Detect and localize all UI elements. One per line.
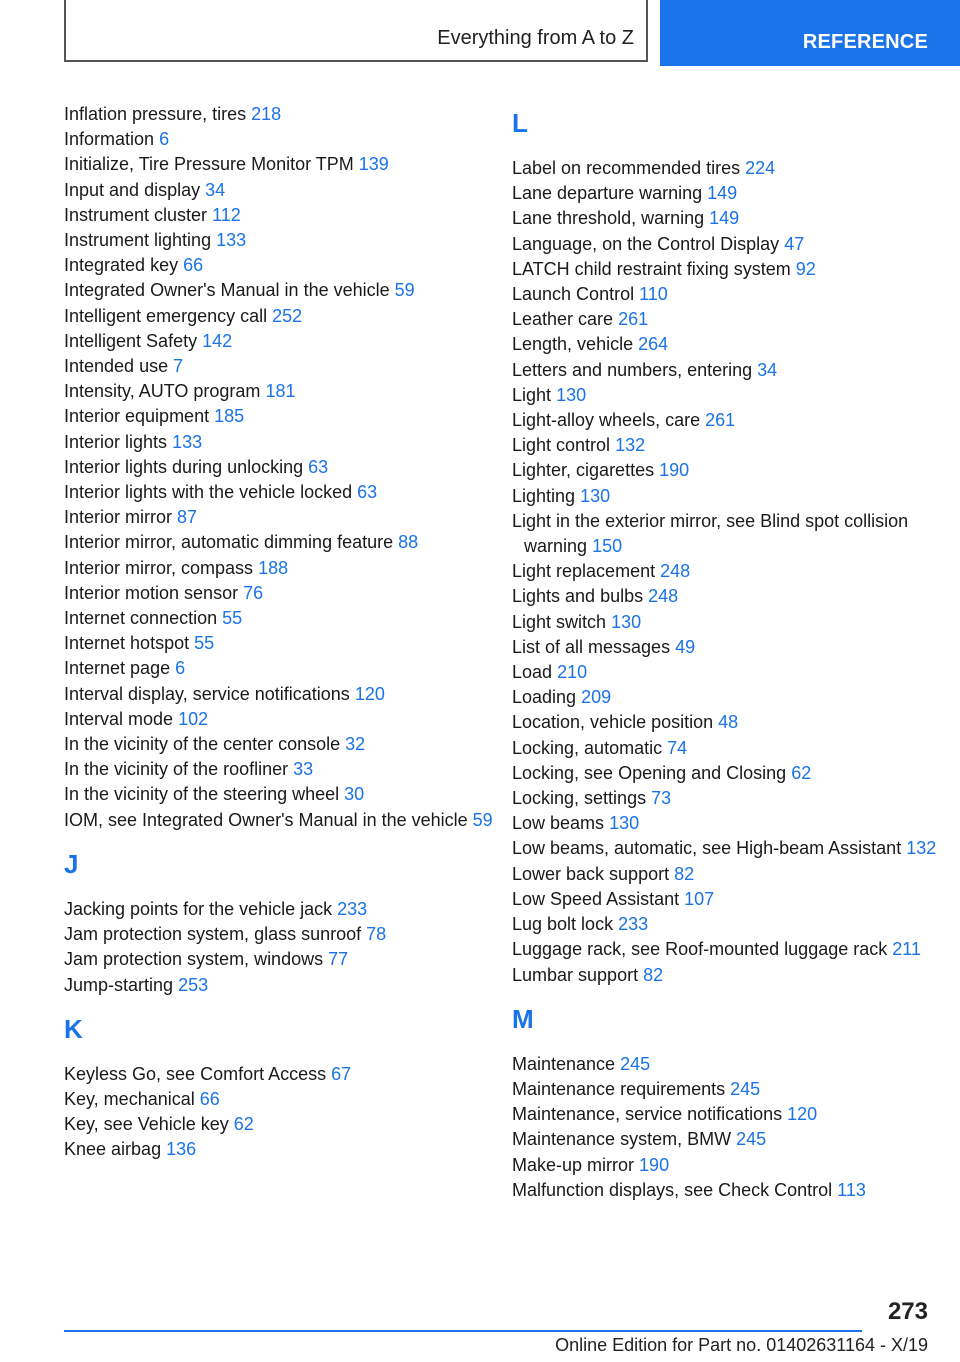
index-page-link[interactable]: 132 xyxy=(615,435,646,456)
index-entry-text: In the vicinity of the steering wheel xyxy=(64,784,340,805)
index-entry-text: Lighting xyxy=(512,485,576,506)
index-page-link[interactable]: 224 xyxy=(745,158,776,178)
index-entry xyxy=(512,181,942,206)
index-entry-text: Light in the exterior mirror, see Blind spot collision warning xyxy=(512,510,909,557)
index-entry-text: LATCH child restraint fixing system xyxy=(512,258,791,279)
index-page-link[interactable]: 210 xyxy=(557,662,588,683)
page-number: 273 xyxy=(887,1298,928,1325)
index-page-link[interactable]: 47 xyxy=(784,233,805,254)
index-entry xyxy=(512,509,942,559)
index-entry-text: In the vicinity of the center console xyxy=(64,734,341,755)
index-entry-text: Internet hotspot xyxy=(64,633,190,654)
index-page-link[interactable]: 149 xyxy=(709,208,740,229)
index-entry-text: Maintenance xyxy=(512,1053,616,1074)
index-entry-text: Launch Control xyxy=(512,284,635,305)
index-entry xyxy=(64,530,494,555)
index-entry-text: In the vicinity of the roofliner xyxy=(64,759,289,780)
index-entry-text: Loading xyxy=(512,687,577,708)
index-page-link[interactable]: 120 xyxy=(787,1104,818,1125)
index-entry-text: Initialize, Tire Pressure Monitor TPM xyxy=(64,154,354,175)
index-entry xyxy=(64,1062,494,1087)
index-entry xyxy=(512,559,942,584)
index-entry xyxy=(64,228,494,253)
index-page-link[interactable]: 55 xyxy=(194,633,215,654)
index-entry-text: Jam protection system, glass sunroof xyxy=(64,924,362,945)
index-page-link[interactable]: 107 xyxy=(684,888,715,909)
index-entry-text: Light xyxy=(512,384,552,405)
index-page-link[interactable]: 63 xyxy=(357,482,378,503)
index-page-link[interactable]: 33 xyxy=(293,759,314,780)
index-entry-text: Luggage rack, see Roof-mounted luggage rack xyxy=(512,939,888,960)
index-page-link[interactable]: 76 xyxy=(243,582,264,603)
index-page-link[interactable]: 66 xyxy=(199,1088,220,1109)
index-entry-text: Key, see Vehicle key xyxy=(64,1114,229,1135)
index-entry-text: Maintenance requirements xyxy=(512,1078,726,1099)
index-page-link[interactable]: 150 xyxy=(592,536,623,557)
index-page-link[interactable]: 133 xyxy=(172,431,203,452)
index-entry xyxy=(512,1052,942,1077)
index-entry-text: Jam protection system, windows xyxy=(64,949,324,970)
index-page-link[interactable]: 49 xyxy=(675,636,696,657)
index-entry-text: Inflation pressure, tires xyxy=(64,104,247,124)
index-page-link[interactable]: 142 xyxy=(202,330,233,351)
index-entry-text: Lane departure warning xyxy=(512,183,703,204)
index-entry-text: Interior mirror, compass xyxy=(64,557,254,578)
index-entry-text: Lane threshold, warning xyxy=(512,208,705,229)
index-entry xyxy=(64,304,494,329)
index-entry-text: Malfunction displays, see Check Control xyxy=(512,1179,833,1200)
index-page-link[interactable]: 130 xyxy=(556,384,587,405)
reference-tab xyxy=(660,0,960,66)
index-entry-text: Keyless Go, see Comfort Access xyxy=(64,1063,327,1084)
index-entry-text: Maintenance system, BMW xyxy=(512,1129,732,1150)
index-page-link[interactable]: 130 xyxy=(609,813,640,834)
index-page-link[interactable]: 248 xyxy=(648,586,679,607)
index-entry-text: Input and display xyxy=(64,179,201,200)
index-page-link[interactable]: 62 xyxy=(791,762,812,783)
index-page-link[interactable]: 211 xyxy=(892,939,921,960)
index-entry xyxy=(64,455,494,480)
index-entry xyxy=(512,383,942,408)
index-entry-text: Interior lights during unlocking xyxy=(64,456,304,477)
index-entry-text: Interior motion sensor xyxy=(64,582,239,603)
index-entry xyxy=(512,887,942,912)
index-page-link[interactable]: 130 xyxy=(611,611,642,632)
index-letter-heading: M xyxy=(512,1003,534,1034)
index-entry xyxy=(512,912,942,937)
index-entry-text: Light-alloy wheels, care xyxy=(512,410,701,431)
index-entry xyxy=(64,278,494,303)
index-entry xyxy=(64,379,494,404)
index-entry xyxy=(512,257,942,282)
index-entry xyxy=(512,332,942,357)
index-page-link[interactable]: 190 xyxy=(659,460,690,481)
index-page-link[interactable]: 77 xyxy=(328,949,349,970)
index-page-link[interactable]: 149 xyxy=(707,183,738,204)
index-page-link[interactable]: 209 xyxy=(581,687,612,708)
index-entry xyxy=(512,458,942,483)
index-entry xyxy=(64,897,494,922)
index-entry xyxy=(64,682,494,707)
index-entry xyxy=(64,782,494,807)
index-entry xyxy=(512,610,942,635)
index-page-link[interactable]: 218 xyxy=(251,104,282,124)
index-entry xyxy=(64,102,494,127)
index-page-link[interactable]: 252 xyxy=(272,305,303,326)
index-entry xyxy=(512,408,942,433)
index-entry-text: Instrument cluster xyxy=(64,204,208,225)
index-entry-text: Light switch xyxy=(512,611,607,632)
index-entry-text: Letters and numbers, entering xyxy=(512,359,753,380)
index-page-link[interactable]: 66 xyxy=(183,255,204,276)
index-page-link[interactable]: 92 xyxy=(795,258,816,279)
index-entry xyxy=(64,178,494,203)
index-page-link[interactable]: 88 xyxy=(398,532,419,553)
index-page-link[interactable]: 264 xyxy=(638,334,669,355)
index-page-link[interactable]: 185 xyxy=(214,406,245,427)
index-entry-text: Internet connection xyxy=(64,608,218,629)
index-entry xyxy=(512,836,942,861)
index-entry-text: Intended use xyxy=(64,356,169,377)
index-entry xyxy=(512,710,942,735)
index-entry-text: List of all messages xyxy=(512,636,671,657)
index-page-link[interactable]: 82 xyxy=(674,863,695,884)
index-page-link[interactable]: 6 xyxy=(175,658,186,679)
index-entry-text: Knee airbag xyxy=(64,1139,162,1160)
index-page-link[interactable]: 136 xyxy=(166,1139,197,1160)
index-page-link[interactable]: 63 xyxy=(308,456,329,477)
index-entry-text: Intensity, AUTO program xyxy=(64,381,261,402)
index-entry-text: Low Speed Assistant xyxy=(512,888,680,909)
index-entry xyxy=(512,433,942,458)
index-letter-heading: K xyxy=(64,1013,83,1044)
index-entry-text: Key, mechanical xyxy=(64,1088,195,1109)
index-page-link[interactable]: 188 xyxy=(258,557,289,578)
index-entry-text: Light replacement xyxy=(512,561,656,582)
index-page-link[interactable]: 34 xyxy=(205,179,226,200)
index-entry xyxy=(512,635,942,660)
index-entry xyxy=(512,1077,942,1102)
index-entry-text: Light control xyxy=(512,435,611,456)
index-entry xyxy=(64,757,494,782)
index-page-link[interactable]: 87 xyxy=(177,507,198,528)
index-entry xyxy=(512,660,942,685)
index-entry xyxy=(64,922,494,947)
index-entry xyxy=(64,556,494,581)
index-entry-text: Lower back support xyxy=(512,863,670,884)
index-entry xyxy=(64,973,494,998)
index-entry xyxy=(64,127,494,152)
index-entry xyxy=(64,480,494,505)
index-page-link[interactable]: 133 xyxy=(216,230,247,251)
index-page-link[interactable]: 261 xyxy=(705,410,736,431)
index-entry xyxy=(64,1137,494,1162)
index-entry-text: Length, vehicle xyxy=(512,334,634,355)
index-page-link[interactable]: 112 xyxy=(212,204,241,225)
index-entry xyxy=(64,581,494,606)
index-entry xyxy=(64,656,494,681)
index-entry xyxy=(64,354,494,379)
index-entry xyxy=(64,329,494,354)
index-page-link[interactable]: 73 xyxy=(651,788,672,809)
index-page-link[interactable]: 30 xyxy=(344,784,365,805)
index-page-link[interactable]: 62 xyxy=(233,1114,254,1135)
index-page-link[interactable]: 110 xyxy=(639,284,668,305)
index-entry xyxy=(512,1102,942,1127)
index-page-link[interactable]: 261 xyxy=(618,309,649,330)
index-letter-heading: L xyxy=(512,108,528,138)
index-entry xyxy=(512,358,942,383)
index-entry-text: Instrument lighting xyxy=(64,230,212,251)
footer-edition: Online Edition for Part no. 01402631164 - X/19 xyxy=(555,1335,928,1355)
index-page-link[interactable]: 130 xyxy=(580,485,611,506)
index-entry-text: Locking, settings xyxy=(512,788,647,809)
index-page-link[interactable]: 67 xyxy=(331,1063,352,1084)
index-entry-text: Intelligent Safety xyxy=(64,330,198,351)
index-column-right xyxy=(512,102,942,1203)
index-entry-text: Jacking points for the vehicle jack xyxy=(64,898,333,919)
index-entry xyxy=(64,707,494,732)
index-page-link[interactable]: 233 xyxy=(337,898,368,919)
index-entry-text: Lighter, cigarettes xyxy=(512,460,655,481)
index-column-left xyxy=(64,102,494,1163)
index-entry xyxy=(64,631,494,656)
index-entry-text: Interior equipment xyxy=(64,406,210,427)
index-entry-text: Interval mode xyxy=(64,708,174,729)
index-entry-text: Make-up mirror xyxy=(512,1154,635,1175)
index-entry xyxy=(64,947,494,972)
index-entry-text: Interval display, service notifications xyxy=(64,683,350,704)
header-section-box xyxy=(64,0,648,62)
index-entry-text: Integrated key xyxy=(64,255,179,276)
index-entry xyxy=(64,1112,494,1137)
index-entry-text: Language, on the Control Display xyxy=(512,233,780,254)
index-entry xyxy=(512,1153,942,1178)
index-page-link[interactable]: 74 xyxy=(667,737,688,758)
index-page-link[interactable]: 55 xyxy=(222,608,243,629)
index-page-link[interactable]: 59 xyxy=(472,809,493,830)
reference-tab-label: REFERENCE xyxy=(802,31,928,53)
index-entry xyxy=(512,685,942,710)
index-entry xyxy=(64,732,494,757)
index-entry-text: Interior mirror, automatic dimming feature xyxy=(64,532,394,553)
index-page-link[interactable]: 6 xyxy=(159,129,170,150)
index-entry xyxy=(512,232,942,257)
index-entry xyxy=(64,1087,494,1112)
index-page-link[interactable]: 245 xyxy=(736,1129,767,1150)
index-entry-text: Low beams xyxy=(512,813,605,834)
index-page-link[interactable]: 32 xyxy=(345,734,366,755)
index-entry xyxy=(512,584,942,609)
index-entry-text: Lumbar support xyxy=(512,964,639,985)
index-entry xyxy=(512,786,942,811)
index-entry xyxy=(64,404,494,429)
index-page-link[interactable]: 78 xyxy=(366,924,387,945)
index-page-link[interactable]: 102 xyxy=(178,708,209,729)
index-entry-text: Maintenance, service notifications xyxy=(512,1104,783,1125)
index-entry xyxy=(64,203,494,228)
index-page-link[interactable]: 139 xyxy=(358,154,389,175)
index-entry xyxy=(512,156,942,181)
index-entry xyxy=(512,1127,942,1152)
footer-rule xyxy=(64,1330,862,1332)
index-page-link[interactable]: 120 xyxy=(354,683,385,704)
index-entry xyxy=(64,152,494,177)
index-entry xyxy=(64,606,494,631)
page-header xyxy=(0,0,960,66)
index-entry xyxy=(512,282,942,307)
index-entry xyxy=(64,430,494,455)
index-page-link[interactable]: 245 xyxy=(620,1053,651,1074)
index-entry xyxy=(512,484,942,509)
index-entry-text: Label on recommended tires xyxy=(512,158,741,178)
index-entry-text: Location, vehicle position xyxy=(512,712,714,733)
index-entry xyxy=(512,1178,942,1203)
index-entry-text: Lights and bulbs xyxy=(512,586,644,607)
index-page-link[interactable]: 48 xyxy=(718,712,739,733)
index-entry-text: Information xyxy=(64,129,155,150)
index-page-link[interactable]: 34 xyxy=(757,359,778,380)
index-entry xyxy=(512,206,942,231)
index-entry-text: Interior mirror xyxy=(64,507,173,528)
index-entry-text: Jump-starting xyxy=(64,974,174,995)
index-page-link[interactable]: 253 xyxy=(178,974,209,995)
index-entry xyxy=(512,811,942,836)
index-entry xyxy=(512,736,942,761)
index-entry-text: Interior lights with the vehicle locked xyxy=(64,482,353,503)
index-entry-text: Low beams, automatic, see High-beam Assistant xyxy=(512,838,902,859)
index-entry-text: Load xyxy=(512,662,553,683)
index-page-link[interactable]: 59 xyxy=(394,280,415,301)
index-page-link[interactable]: 245 xyxy=(730,1078,761,1099)
index-entry xyxy=(512,963,942,988)
index-page-link[interactable]: 233 xyxy=(618,914,649,935)
index-page-link[interactable]: 248 xyxy=(660,561,691,582)
index-letter-heading: J xyxy=(64,848,79,879)
section-title: Everything from A to Z xyxy=(437,27,634,49)
index-entry-text: Locking, automatic xyxy=(512,737,663,758)
index-page-link[interactable]: 113 xyxy=(837,1179,866,1200)
index-page-link[interactable]: 190 xyxy=(639,1154,670,1175)
index-entry xyxy=(512,937,942,962)
index-entry-text: Interior lights xyxy=(64,431,168,452)
index-entry xyxy=(512,862,942,887)
index-entry-text: Intelligent emergency call xyxy=(64,305,268,326)
index-entry-text: Integrated Owner's Manual in the vehicle xyxy=(64,280,390,301)
index-entry xyxy=(64,253,494,278)
index-entry-text: Lug bolt lock xyxy=(512,914,614,935)
index-page-link[interactable]: 132 xyxy=(906,838,937,859)
index-entry xyxy=(64,808,494,833)
index-page-link[interactable]: 181 xyxy=(265,381,296,402)
index-entry-text: Internet page xyxy=(64,658,171,679)
index-entry xyxy=(512,307,942,332)
index-page-link[interactable]: 82 xyxy=(643,964,664,985)
index-page-link[interactable]: 7 xyxy=(173,356,184,377)
index-entry xyxy=(512,761,942,786)
index-entry xyxy=(64,505,494,530)
index-entry-text: Locking, see Opening and Closing xyxy=(512,762,787,783)
index-entry-text: Leather care xyxy=(512,309,614,330)
index-entry-text: IOM, see Integrated Owner's Manual in the vehicle xyxy=(64,809,468,830)
